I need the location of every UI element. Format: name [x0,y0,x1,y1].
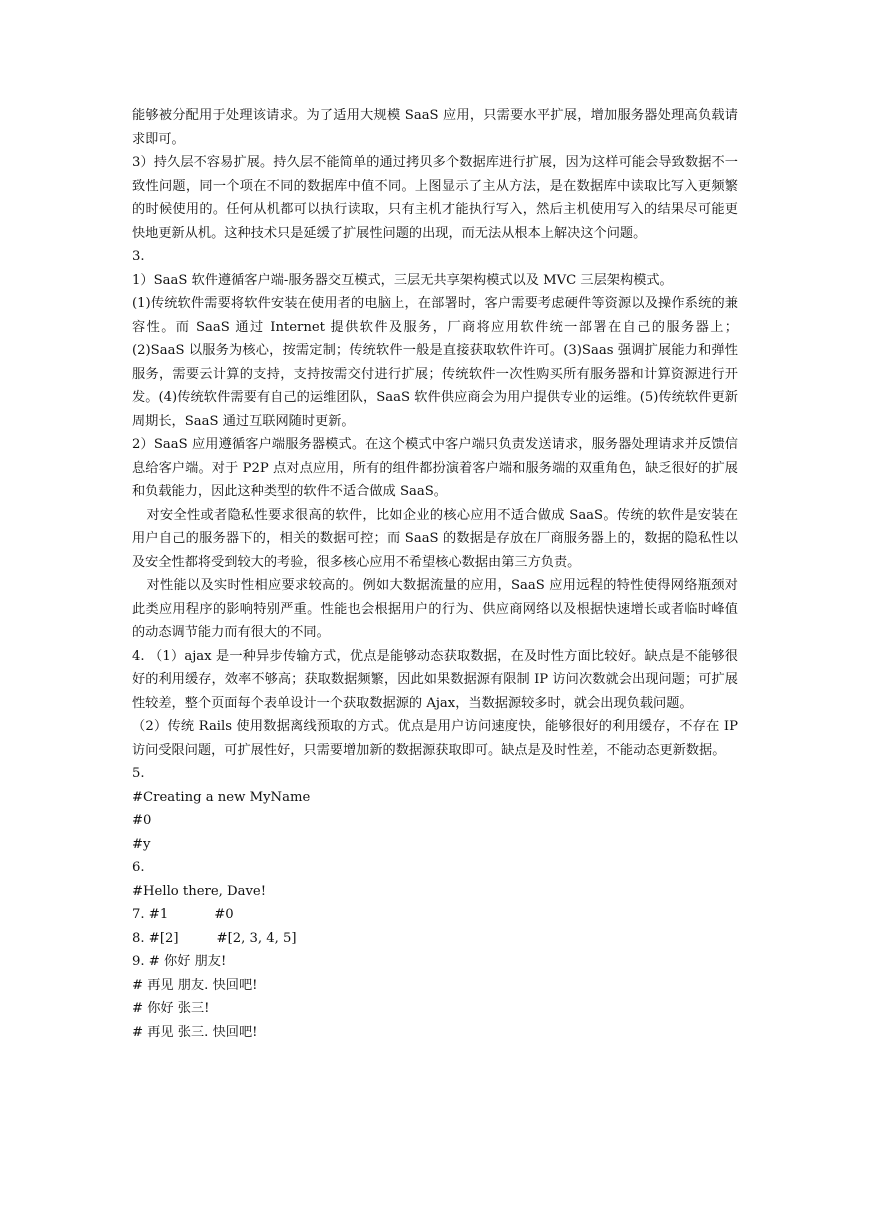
answer-lines [132,762,738,1044]
paragraph: （2）传统 Rails 使用数据离线预取的方式。优点是用户访问速度快，能够很好的利用缓存，不存在 IP 访问受限问题，可扩展性好，只需要增加新的数据源获取即可。缺点是及时性差，不能动态更新数据。 [132,719,738,758]
paragraph: 3）持久层不容易扩展。持久层不能简单的通过拷贝多个数据库进行扩展，因为这样可能会导致数据不一致性问题，同一个项在不同的数据库中值不同。上图显示了主从方法，是在数据库中读取比写入更频繁的时候使用的。任何从机都可以执行读取，只有主机才能执行写入，然后主机使用写入的结果尽可能更快地更新从机。这种技术只是延缓了扩展性问题的出现，而无法从根本上解决这个问题。 [132,155,738,241]
answer-line: #Creating a new MyName [132,789,311,805]
paragraph: 2）SaaS 应用遵循客户端服务器模式。在这个模式中客户端只负责发送请求，服务器处理请求并反馈信息给客户端。对于 P2P 点对点应用，所有的组件都扮演着客户端和服务端的双重角色，缺乏很好的扩展和负载能力，因此这种类型的软件不适合做成 SaaS。 [132,437,738,499]
answer-line: # 再见 张三. 快回吧! [132,1024,258,1040]
paragraph: 能够被分配用于处理该请求。为了适用大规模 SaaS 应用，只需要水平扩展，增加服务器处理高负载请求即可。 [132,108,738,147]
answer-line-7-right: #0 [214,907,234,922]
answer-line: #Hello there, Dave! [132,883,266,899]
answer-line: 9. # 你好 朋友! [132,954,227,969]
answer-line: #0 [132,813,152,828]
paragraph: 对性能以及实时性相应要求较高的。例如大数据流量的应用，SaaS 应用远程的特性使得网络瓶颈对此类应用程序的影响特别严重。性能也会根据用户的行为、供应商网络以及根据快速增长或者临时峰值的动态调节能力而有很大的不同。 [132,578,738,640]
answer-line: 5. [132,766,145,781]
answer-line-8-left: 8. #[2] [132,930,179,946]
answer-line: # 再见 朋友. 快回吧! [132,977,258,993]
answer-line-7 [132,903,738,927]
answer-line: # 你好 张三! [132,1001,210,1016]
paragraph: 4. （1）ajax 是一种异步传输方式，优点是能够动态获取数据，在及时性方面比较好。缺点是不能够很好的利用缓存，效率不够高；获取数据频繁，因此如果数据源有限制 IP 访问次数就会出现问题；可扩展性较差，整个页面每个表单设计一个获取数据源的 Ajax，当数据源较多时，就会出现负载问题。 [132,648,738,711]
paragraph: (1)传统软件需要将软件安装在使用者的电脑上，在部署时，客户需要考虑硬件等资源以及操作系统的兼容性。而 SaaS 通过 Internet 提供软件及服务，厂商将应用软件统一部署在自己的服务器上；(2)SaaS 以服务为核心，按需定制；传统软件一般是直接获取软件许可。(3)Saas 强调扩展能力和弹性服务，需要云计算的支持，支持按需交付进行扩展；传统软件一次性购买所有服务器和计算资源进行开发。(4)传统软件需要有自己的运维团队，SaaS 软件供应商会为用户提供专业的运维。(5)传统软件更新周期长，SaaS 通过互联网随时更新。 [132,296,738,429]
paragraph: 对安全性或者隐私性要求很高的软件，比如企业的核心应用不适合做成 SaaS。传统的软件是安装在用户自己的服务器下的，相关的数据可控；而 SaaS 的数据是存放在厂商服务器上的，数据的隐私性以及安全性都将受到较大的考验，很多核心应用不希望核心数据由第三方负责。 [132,507,738,570]
document-body [132,104,738,1044]
answer-line-7-left: 7. #1 [132,907,169,922]
section-number: 3. [132,249,145,264]
answer-line: #y [132,836,151,852]
answer-line-8 [132,927,738,951]
answer-line-8-right: #[2, 3, 4, 5] [216,930,297,946]
answer-line: 6. [132,860,145,875]
paragraph: 1）SaaS 软件遵循客户端-服务器交互模式，三层无共享架构模式以及 MVC 三层架构模式。 [132,272,673,288]
